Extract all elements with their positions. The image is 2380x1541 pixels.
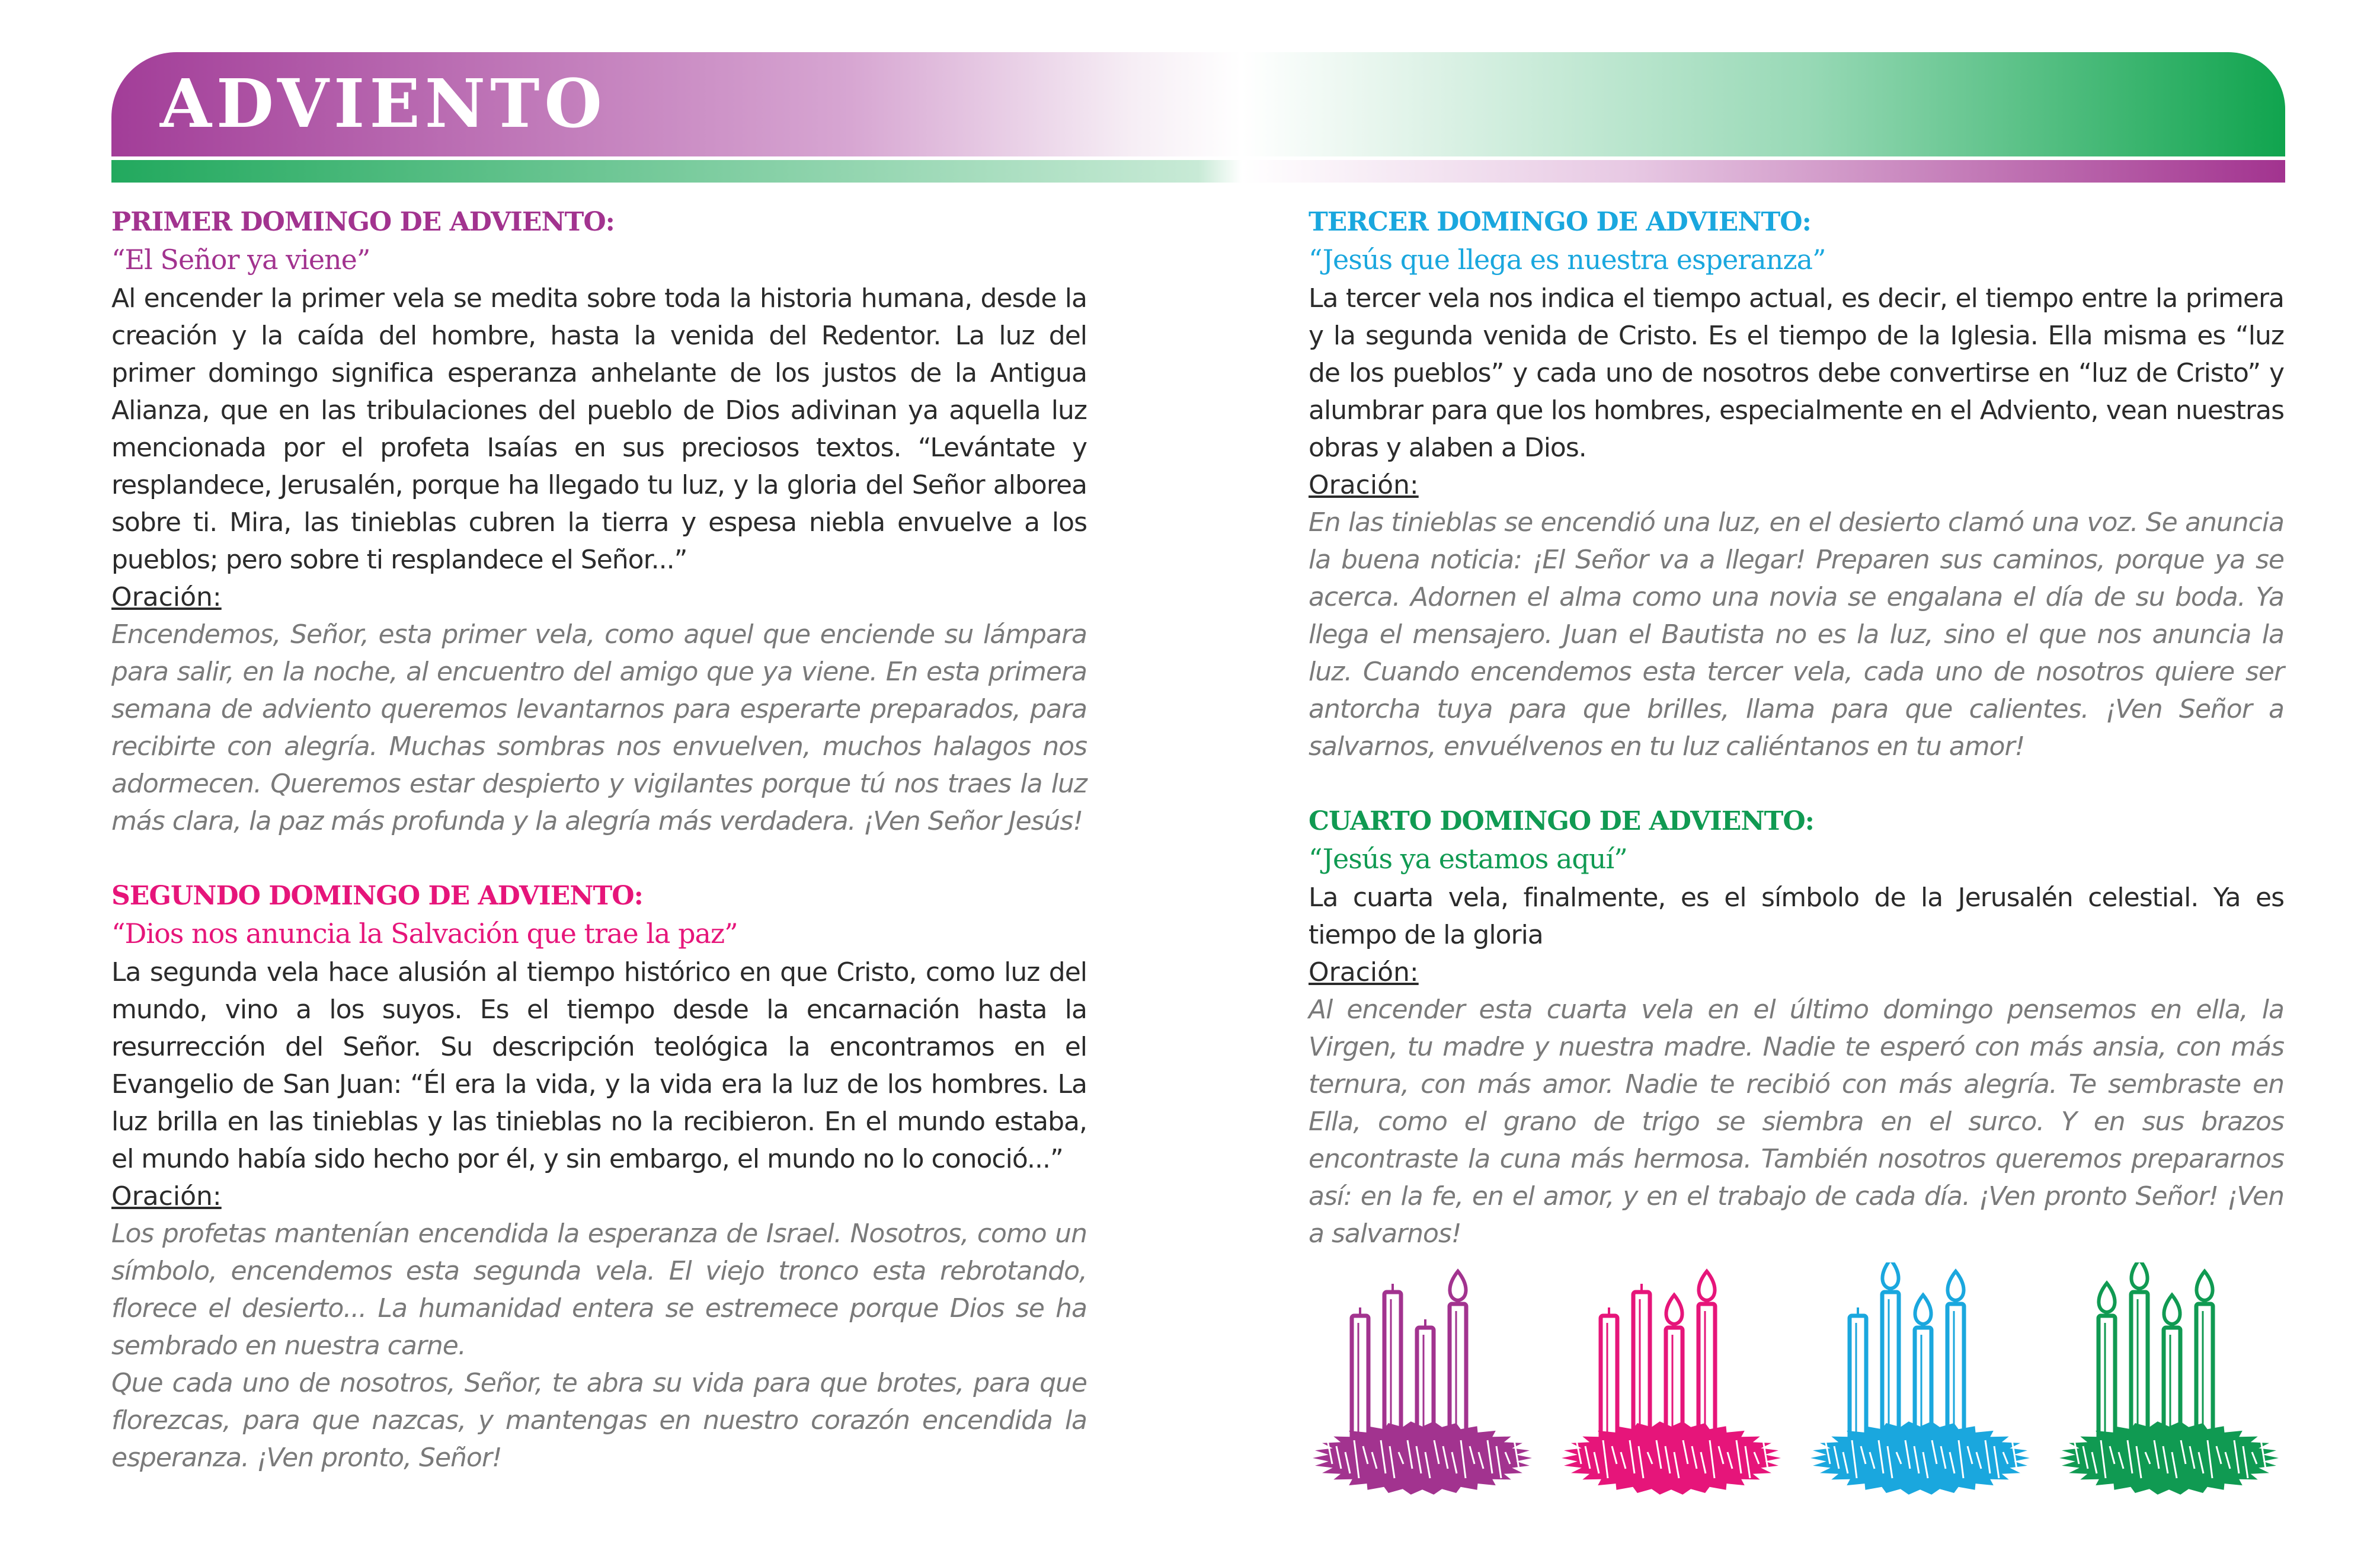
section-title: TERCER DOMINGO DE ADVIENTO: [1309, 207, 1811, 237]
section-tercer-domingo [1309, 204, 2284, 765]
section-body: La tercer vela nos indica el tiempo actual, es decir, el tiempo entre la primera y la segunda venida de Cristo. Es el tiempo de la Iglesia. Ella misma es “luz de los pueblos” y cada uno de nosotros debe convertirse en “luz de Cristo” y alumbrar para que los hombres, especialmente en el Adviento, vean nuestras obras y alaben a Dios. [1309, 283, 2284, 463]
section-subtitle: “Jesús que llega es nuestra esperanza” [1309, 244, 1826, 276]
prayer-text-continued: Que cada uno de nosotros, Señor, te abra su vida para que brotes, para que florezcas, para que nazcas, y mantengas en nuestro corazón encendida la esperanza. ¡Ven pronto, Señor! [111, 1368, 1087, 1473]
prayer-text: Encendemos, Señor, esta primer vela, como aquel que enciende su lámpara para salir, en la noche, al encuentro del amigo que ya viene. En esta primera semana de adviento queremos levantarnos para esperarte preparados, para recibirte con alegría. Muchas sombras nos envuelven, muchos halagos nos adormecen. Queremos estar despierto y vigilantes porque tú nos traes la luz más clara, la paz más profunda y la alegría más verdadera. ¡Ven Señor Jesús! [111, 619, 1087, 836]
section-subtitle: “Jesús ya estamos aquí” [1309, 843, 1627, 875]
advent-wreath-icon [1304, 1262, 1541, 1500]
advent-wreath-icon [1802, 1262, 2039, 1500]
section-subtitle: “El Señor ya viene” [111, 244, 370, 276]
left-column [111, 204, 1087, 1476]
section-segundo-domingo [111, 878, 1087, 1476]
section-cuarto-domingo [1309, 803, 2284, 1252]
right-column [1309, 204, 2284, 1252]
page-title: ADVIENTO [160, 65, 607, 143]
section-subtitle: “Dios nos anuncia la Salvación que trae la paz” [111, 917, 738, 949]
advent-wreaths-row [1304, 1262, 2288, 1500]
section-title: CUARTO DOMINGO DE ADVIENTO: [1309, 806, 1814, 836]
prayer-label: Oración: [111, 1181, 222, 1211]
prayer-text: En las tinieblas se encendió una luz, en el desierto clamó una voz. Se anuncia la buena noticia: ¡El Señor va a llegar! Preparen sus caminos, porque ya se acerca. Adornen el alma como una novia se engalana el día de su boda. Ya llega el mensajero. Juan el Bautista no es la luz, sino el que nos anuncia la luz. Cuando encendemos esta tercer vela, cada uno de nosotros quiere ser antorcha tuya para que brilles, llama para que calientes. ¡Ven Señor a salvarnos, envuélvenos en tu luz caliéntanos en tu amor! [1309, 507, 2284, 762]
section-body: La cuarta vela, finalmente, es el símbolo de la Jerusalén celestial. Ya es tiempo de la gloria [1309, 883, 2284, 950]
section-body: Al encender la primer vela se medita sobre toda la historia humana, desde la creación y la caída del hombre, hasta la venida del Redentor. La luz del primer domingo significa esperanza anhelante de los justos de la Antigua Alianza, que en las tribulaciones del pueblo de Dios adivinan ya aquella luz mencionada por el profeta Isaías en sus preciosos textos. “Levántate y resplandece, Jerusalén, porque ha llegado tu luz, y la gloria del Señor alborea sobre ti. Mira, las tinieblas cubren la tierra y espesa niebla envuelve a los pueblos; pero sobre ti resplandece el Señor...” [111, 283, 1087, 575]
section-primer-domingo [111, 204, 1087, 840]
section-body: La segunda vela hace alusión al tiempo histórico en que Cristo, como luz del mundo, vino a los suyos. Es el tiempo desde la encarnación hasta la resurrección del Señor. Su descripción teológica la encontramos en el Evangelio de San Juan: “Él era la vida, y la vida era la luz de los hombres. La luz brilla en las tinieblas y las tinieblas no la recibieron. En el mundo estaba, el mundo había sido hecho por él, y sin embargo, el mundo no lo conoció...” [111, 957, 1087, 1174]
prayer-label: Oración: [111, 582, 222, 612]
advent-wreath-icon [1553, 1262, 1790, 1500]
section-title: PRIMER DOMINGO DE ADVIENTO: [111, 207, 615, 237]
section-title: SEGUNDO DOMINGO DE ADVIENTO: [111, 881, 643, 911]
header-divider-stripe [111, 160, 2285, 183]
prayer-label: Oración: [1309, 957, 1419, 987]
prayer-text: Los profetas mantenían encendida la esperanza de Israel. Nosotros, como un símbolo, encendemos esta segunda vela. El viejo tronco esta rebrotando, florece el desierto... La humanidad entera se estremece porque Dios se ha sembrado en nuestra carne. [111, 1219, 1087, 1361]
advent-wreath-icon [2050, 1262, 2288, 1500]
prayer-label: Oración: [1309, 470, 1419, 500]
prayer-text: Al encender esta cuarta vela en el último domingo pensemos en ella, la Virgen, tu madre y nuestra madre. Nadie te esperó con más ansia, con más ternura, con más amor. Nadie te recibió con más alegría. Te sembraste en Ella, como el grano de trigo se siembra en el surco. Y en sus brazos encontraste la cuna más hermosa. También nosotros queremos prepararnos así: en la fe, en el amor, y en el trabajo de cada día. ¡Ven pronto Señor! ¡Ven a salvarnos! [1309, 995, 2284, 1249]
page-header-banner [111, 52, 2285, 156]
